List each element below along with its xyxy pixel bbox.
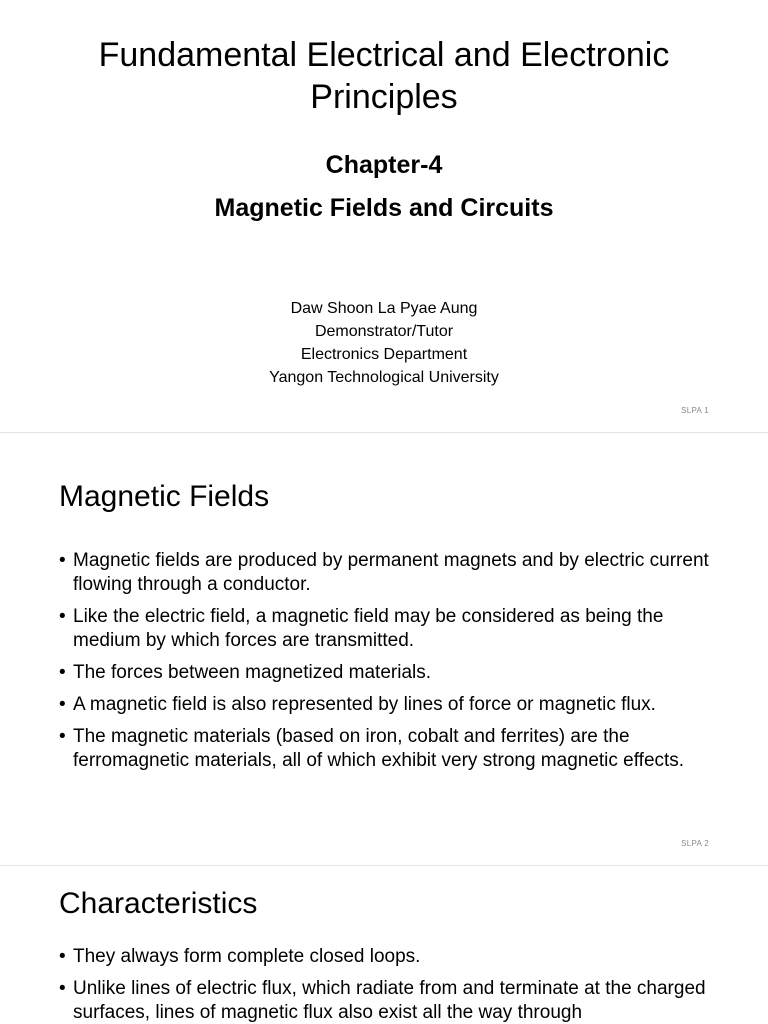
bullet-text: Magnetic fields are produced by permanent magnets and by electric current flowing through a conductor. <box>73 550 709 595</box>
bullet-icon: • <box>59 726 66 747</box>
bullet-item <box>59 945 719 969</box>
magnetic-fields-slide <box>0 433 768 865</box>
bullet-icon: • <box>59 606 66 627</box>
bullet-icon: • <box>59 694 66 715</box>
bullet-text: They always form complete closed loops. <box>73 946 421 967</box>
slide-number: SLPA 1 <box>681 406 709 415</box>
slide-title: Characteristics <box>59 887 258 920</box>
author-name: Daw Shoon La Pyae Aung <box>290 300 478 317</box>
bullet-item <box>59 693 719 717</box>
bullet-icon: • <box>59 978 66 999</box>
slide-title: Magnetic Fields <box>59 480 270 513</box>
bullet-text: Like the electric field, a magnetic field may be considered as being the medium by which forces are transmitted. <box>73 606 664 651</box>
author-role: Demonstrator/Tutor <box>314 323 454 340</box>
bullet-item <box>59 725 719 773</box>
bullet-list <box>59 549 719 781</box>
title-slide <box>0 0 768 432</box>
slide-number: SLPA 2 <box>681 839 709 848</box>
bullet-icon: • <box>59 946 66 967</box>
author-block <box>134 297 634 389</box>
bullet-text: The magnetic materials (based on iron, cobalt and ferrites) are the ferromagnetic materials, all of which exhibit very strong magnetic effects. <box>73 726 685 771</box>
bullet-icon: • <box>59 550 66 571</box>
bullet-text: The forces between magnetized materials. <box>73 662 432 683</box>
bullet-icon: • <box>59 662 66 683</box>
bullet-text: A magnetic field is also represented by lines of force or magnetic flux. <box>73 694 656 715</box>
characteristics-slide <box>0 866 768 1024</box>
bullet-text: Unlike lines of electric flux, which radiate from and terminate at the charged surfaces, lines of magnetic flux also exist all the way through <box>73 978 706 1023</box>
chapter-subtitle: Magnetic Fields and Circuits <box>214 194 554 222</box>
author-university: Yangon Technological University <box>269 369 499 386</box>
bullet-item <box>59 605 719 653</box>
document-title: Fundamental Electrical and Electronic Principles <box>98 36 670 116</box>
bullet-list <box>59 945 719 1024</box>
author-department: Electronics Department <box>300 346 468 363</box>
bullet-item <box>59 661 719 685</box>
bullet-item <box>59 977 719 1024</box>
bullet-item <box>59 549 719 597</box>
chapter-heading: Chapter-4 <box>325 151 443 179</box>
